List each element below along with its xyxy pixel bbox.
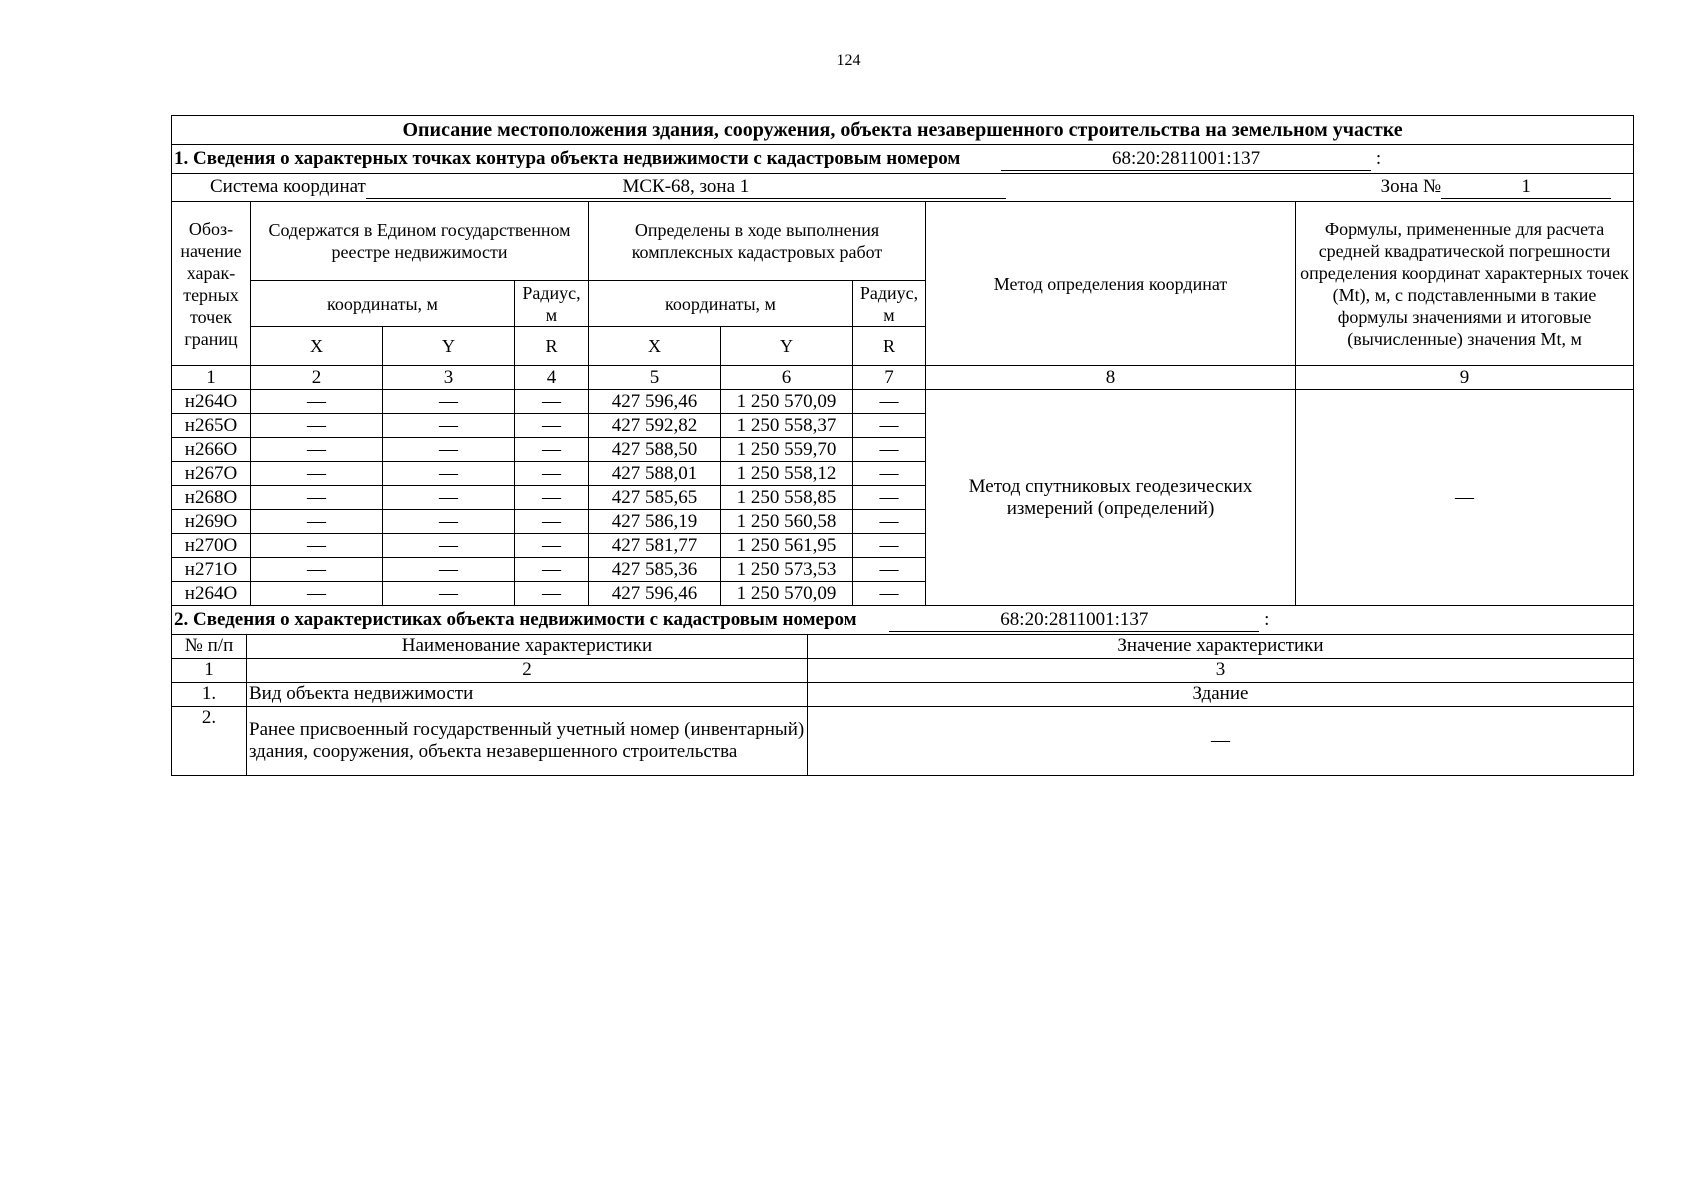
zone-label: Зона № [1380, 176, 1442, 197]
point-row [172, 390, 1634, 414]
complex-y: 1 250 561,95 [721, 534, 853, 558]
complex-r: — [853, 558, 926, 582]
complex-r: — [853, 390, 926, 414]
header-coords-2: координаты, м [589, 281, 853, 327]
col-number: 3 [383, 366, 515, 390]
characteristics-table [171, 634, 1634, 776]
complex-x: 427 596,46 [589, 390, 721, 414]
section1-heading: 1. Сведения о характерных точках контура объекта недвижимости с кадастровым номером [174, 147, 961, 169]
complex-x: 427 586,19 [589, 510, 721, 534]
complex-r: — [853, 438, 926, 462]
point-name: н264О [172, 390, 251, 414]
header-coords-1: координаты, м [251, 281, 515, 327]
char-header-num: № п/п [172, 634, 247, 658]
complex-x: 427 585,36 [589, 558, 721, 582]
complex-x: 427 596,46 [589, 582, 721, 606]
section2-heading-row [172, 606, 1634, 635]
complex-y: 1 250 558,12 [721, 462, 853, 486]
egrn-y: — [383, 390, 515, 414]
header-formulas: Формулы, примененные для расчета средней квадратической погрешности определения координат характерных точек (Mt), м, с подставленными в такие формулы значениями и итоговые (вычисленные) значения Mt, м [1296, 202, 1634, 366]
char-header-value: Значение характеристики [808, 634, 1634, 658]
points-table [171, 115, 1634, 635]
col-number: 7 [853, 366, 926, 390]
complex-y: 1 250 559,70 [721, 438, 853, 462]
complex-y: 1 250 558,85 [721, 486, 853, 510]
char-row-num: 1. [172, 682, 247, 706]
complex-r: — [853, 582, 926, 606]
complex-x: 427 581,77 [589, 534, 721, 558]
egrn-x: — [251, 582, 383, 606]
col-number: 6 [721, 366, 853, 390]
char-row-value: Здание [808, 682, 1634, 706]
header-radius-1: Радиус, м [515, 281, 589, 327]
egrn-r: — [515, 558, 589, 582]
complex-y: 1 250 560,58 [721, 510, 853, 534]
char-header-name: Наименование характеристики [247, 634, 808, 658]
egrn-y: — [383, 462, 515, 486]
page-number: 124 [836, 52, 861, 69]
form-title: Описание местоположения здания, сооружения, объекта незавершенного строительства на земельном участке [172, 116, 1634, 145]
document-form [171, 115, 1633, 776]
egrn-x: — [251, 558, 383, 582]
egrn-x: — [251, 510, 383, 534]
egrn-x: — [251, 414, 383, 438]
coord-system-row [172, 174, 1634, 202]
col-number: 1 [172, 366, 251, 390]
egrn-y: — [383, 534, 515, 558]
section2-cadastral-number: 68:20:2811001:137 [889, 609, 1259, 632]
point-name: н269О [172, 510, 251, 534]
complex-y: 1 250 570,09 [721, 582, 853, 606]
header-radius-2: Радиус, м [853, 281, 926, 327]
zone-value: 1 [1441, 176, 1611, 199]
header-complex: Определены в ходе выполнения комплексных кадастровых работ [589, 202, 926, 281]
complex-r: — [853, 534, 926, 558]
char-col-number: 2 [247, 658, 808, 682]
complex-y: 1 250 570,09 [721, 390, 853, 414]
egrn-y: — [383, 510, 515, 534]
header-x-1: X [251, 327, 383, 366]
method-value: Метод спутниковых геодезических измерений (определений) [926, 390, 1296, 606]
col-number: 9 [1296, 366, 1634, 390]
egrn-y: — [383, 558, 515, 582]
col-number: 8 [926, 366, 1296, 390]
col-number: 5 [589, 366, 721, 390]
egrn-x: — [251, 390, 383, 414]
section1-heading-row [172, 145, 1634, 174]
coord-system-label: Система координат [210, 176, 366, 197]
complex-r: — [853, 486, 926, 510]
char-row-num: 2. [172, 706, 247, 775]
egrn-x: — [251, 438, 383, 462]
section1-cadastral-number: 68:20:2811001:137 [1001, 148, 1371, 171]
point-name: н264О [172, 582, 251, 606]
char-row-name: Вид объекта недвижимости [247, 682, 808, 706]
egrn-x: — [251, 486, 383, 510]
section2-heading: 2. Сведения о характеристиках объекта недвижимости с кадастровым номером [174, 608, 857, 630]
section2-colon: : [1264, 608, 1270, 630]
header-x-2: X [589, 327, 721, 366]
egrn-r: — [515, 486, 589, 510]
col-number: 2 [251, 366, 383, 390]
egrn-r: — [515, 534, 589, 558]
egrn-r: — [515, 510, 589, 534]
point-name: н265О [172, 414, 251, 438]
header-y-2: Y [721, 327, 853, 366]
egrn-r: — [515, 438, 589, 462]
egrn-y: — [383, 582, 515, 606]
complex-r: — [853, 414, 926, 438]
point-name: н267О [172, 462, 251, 486]
col-number: 4 [515, 366, 589, 390]
section1-colon: : [1375, 147, 1382, 169]
complex-x: 427 592,82 [589, 414, 721, 438]
complex-y: 1 250 573,53 [721, 558, 853, 582]
complex-x: 427 588,50 [589, 438, 721, 462]
egrn-y: — [383, 438, 515, 462]
header-egrn: Содержатся в Едином государственном реестре недвижимости [251, 202, 589, 281]
egrn-r: — [515, 414, 589, 438]
char-row-value: — [808, 706, 1634, 775]
egrn-y: — [383, 486, 515, 510]
egrn-r: — [515, 582, 589, 606]
formula-value: — [1296, 390, 1634, 606]
egrn-x: — [251, 462, 383, 486]
egrn-r: — [515, 462, 589, 486]
header-method: Метод определения координат [926, 202, 1296, 366]
point-name: н268О [172, 486, 251, 510]
complex-x: 427 588,01 [589, 462, 721, 486]
complex-x: 427 585,65 [589, 486, 721, 510]
egrn-y: — [383, 414, 515, 438]
egrn-r: — [515, 390, 589, 414]
complex-y: 1 250 558,37 [721, 414, 853, 438]
char-row-name: Ранее присвоенный государственный учетный номер (инвентарный) здания, сооружения, объекта незавершенного строительства [247, 706, 808, 775]
complex-r: — [853, 510, 926, 534]
header-r-2: R [853, 327, 926, 366]
point-name: н266О [172, 438, 251, 462]
egrn-x: — [251, 534, 383, 558]
char-col-number: 3 [808, 658, 1634, 682]
coord-system-value: МСК-68, зона 1 [366, 176, 1006, 199]
header-designation: Обоз-начение харак-терных точек границ [172, 202, 251, 366]
header-y-1: Y [383, 327, 515, 366]
header-r-1: R [515, 327, 589, 366]
point-name: н271О [172, 558, 251, 582]
complex-r: — [853, 462, 926, 486]
point-name: н270О [172, 534, 251, 558]
char-col-number: 1 [172, 658, 247, 682]
